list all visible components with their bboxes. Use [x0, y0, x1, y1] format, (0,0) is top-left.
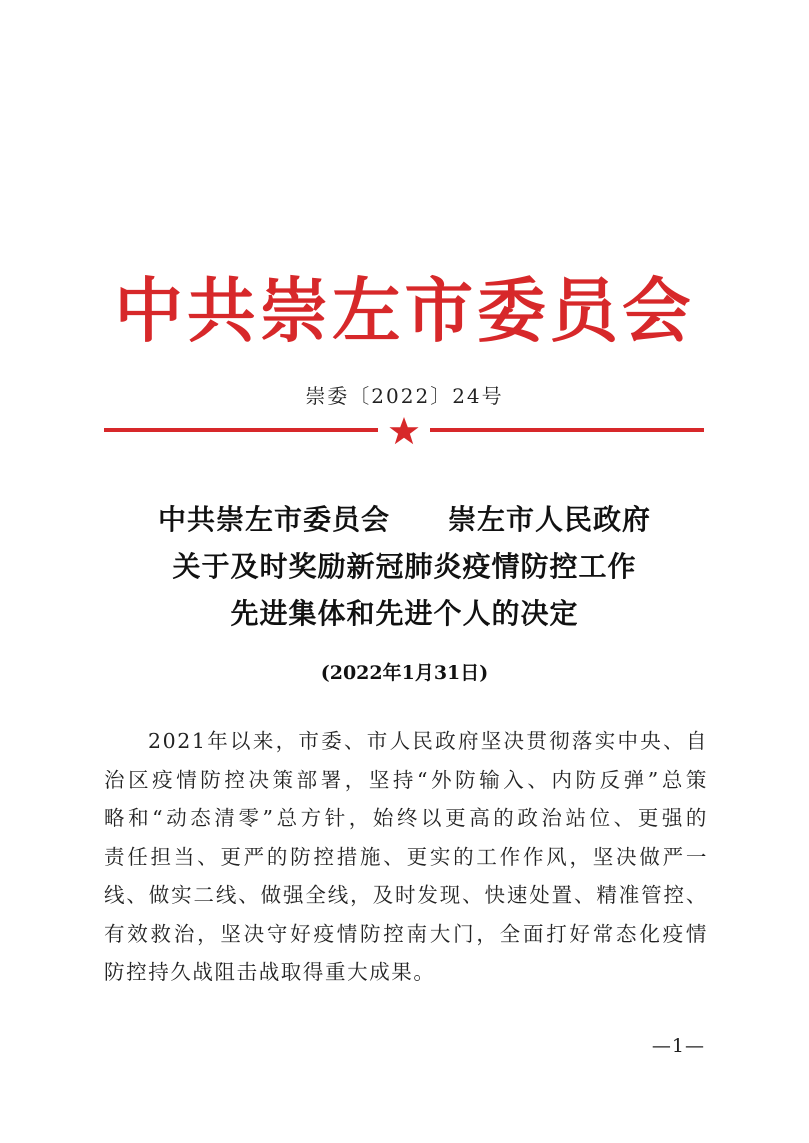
issuer-heading: 中共崇左市委员会: [114, 270, 695, 352]
body-line: 2021年以来，市委、市人民政府坚决贯彻落实中央、自: [148, 729, 708, 753]
title-line-3: 先进集体和先进个人的决定: [230, 597, 579, 630]
divider-line-right: [430, 428, 704, 432]
body-line: 治区疫情防控决策部署，坚持“外防输入、内防反弹”总策: [104, 767, 708, 792]
issue-date: (2022年1月31日): [320, 662, 489, 684]
body-line: 有效救治，坚决守好疫情防控南大门，全面打好常态化疫情: [104, 921, 708, 946]
red-star-icon: [388, 416, 420, 446]
page-number: —1—: [651, 1035, 705, 1057]
red-divider: [104, 416, 704, 446]
body-line: 线、做实二线、做强全线，及时发现、快速处置、精准管控、: [104, 883, 708, 907]
title-line-1: 中共崇左市委员会 崇左市人民政府: [157, 503, 651, 536]
divider-line-left: [104, 428, 378, 432]
document-number: 崇委〔2022〕24号: [305, 384, 504, 408]
title-line-2: 关于及时奖励新冠肺炎疫情防控工作: [172, 550, 637, 583]
body-line: 责任担当、更严的防控措施、更实的工作作风，坚决做严一: [104, 844, 708, 869]
body-line: 略和“动态清零”总方针，始终以更高的政治站位、更强的: [104, 806, 708, 830]
body-line: 防控持久战阻击战取得重大成果。: [104, 960, 436, 984]
body-paragraph: [104, 722, 708, 992]
